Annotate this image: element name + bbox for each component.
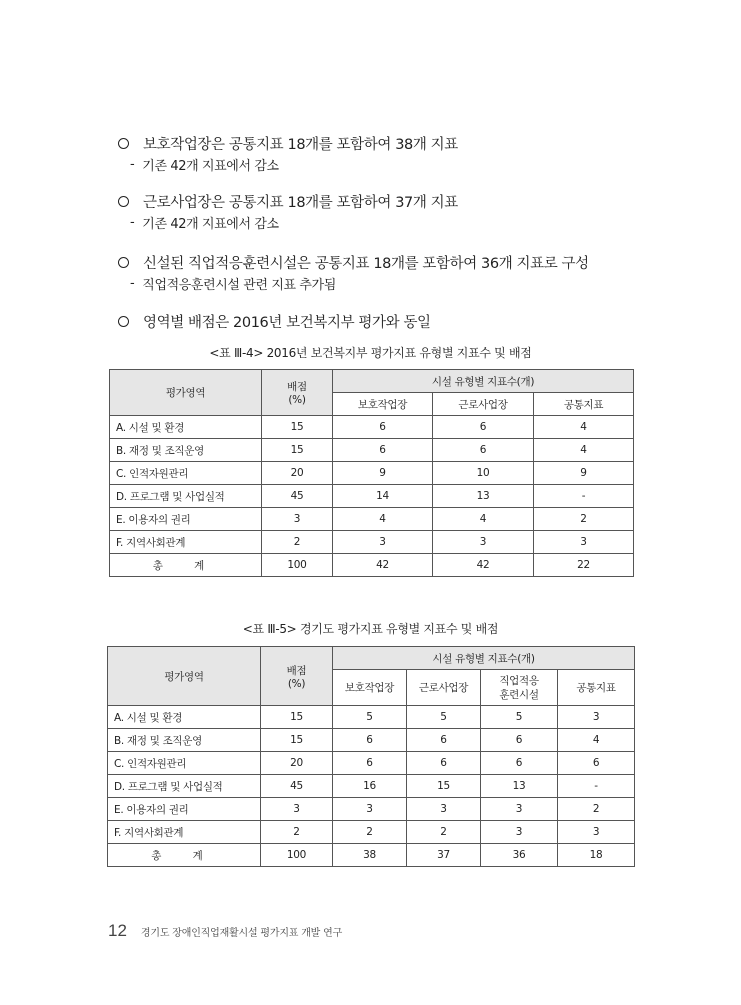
table-row <box>108 729 635 752</box>
header-col: 근로사업장 <box>407 670 481 706</box>
row-val: 2 <box>534 508 634 531</box>
bullet-text: 영역별 배점은 2016년 보건복지부 평가와 동일 <box>143 314 431 331</box>
header-area: 평가영역 <box>110 370 262 416</box>
table-row <box>110 462 634 485</box>
footer-title: 경기도 장애인직업재활시설 평가지표 개발 연구 <box>140 928 343 939</box>
row-val: 13 <box>481 775 558 798</box>
row-val: 3 <box>481 821 558 844</box>
row-val: 42 <box>433 554 534 577</box>
table-row <box>110 416 634 439</box>
total-row <box>110 554 634 577</box>
circle-bullet-icon <box>118 138 129 149</box>
row-score: 45 <box>262 485 333 508</box>
table2 <box>107 646 635 867</box>
header-col: 공통지표 <box>558 670 635 706</box>
row-val: 5 <box>333 706 407 729</box>
bullet-4 <box>118 310 431 332</box>
row-area: A. 시설 및 환경 <box>108 706 261 729</box>
header-col: 근로사업장 <box>433 393 534 416</box>
row-val: 37 <box>407 844 481 867</box>
row-val: 18 <box>558 844 635 867</box>
table-row <box>110 485 634 508</box>
row-area: D. 프로그램 및 사업실적 <box>108 775 261 798</box>
row-score: 2 <box>261 821 333 844</box>
row-val: 3 <box>558 821 635 844</box>
row-val: 3 <box>433 531 534 554</box>
sub-bullet-text: 직업적응훈련시설 관련 지표 추가됨 <box>142 277 336 293</box>
header-score: 배점 (%) <box>261 647 333 706</box>
row-score: 3 <box>262 508 333 531</box>
row-val: 6 <box>333 752 407 775</box>
row-val: 6 <box>481 729 558 752</box>
row-val: 10 <box>433 462 534 485</box>
table-row <box>110 508 634 531</box>
header-col: 직업적응 훈련시설 <box>481 670 558 706</box>
sub-bullet-text: 기존 42개 지표에서 감소 <box>142 158 279 174</box>
row-val: 6 <box>333 439 433 462</box>
header-group: 시설 유형별 지표수(개) <box>333 647 635 670</box>
row-val: 42 <box>333 554 433 577</box>
row-val: 15 <box>407 775 481 798</box>
row-area: B. 재정 및 조직운영 <box>110 439 262 462</box>
row-val: 6 <box>333 416 433 439</box>
bullet-text: 신설된 직업적응훈련시설은 공통지표 18개를 포함하여 36개 지표로 구성 <box>143 255 589 272</box>
row-score: 100 <box>262 554 333 577</box>
row-val: 2 <box>333 821 407 844</box>
row-val: 4 <box>333 508 433 531</box>
bullet-3: 신설된 직업적응훈련시설은 공통지표 18개를 포함하여 36개 지표로 구성 - 직업적응훈련시설 관련 지표 추가됨 <box>118 251 589 293</box>
circle-bullet-icon <box>118 257 129 268</box>
row-val: 6 <box>407 752 481 775</box>
header-score: 배점 (%) <box>262 370 333 416</box>
circle-bullet-icon <box>118 196 129 207</box>
row-area: A. 시설 및 환경 <box>110 416 262 439</box>
row-score: 15 <box>261 706 333 729</box>
row-score: 100 <box>261 844 333 867</box>
row-score: 45 <box>261 775 333 798</box>
table1-caption: <표 Ⅲ-4> 2016년 보건복지부 평가지표 유형별 지표수 및 배점 <box>209 346 532 360</box>
total-row <box>108 844 635 867</box>
row-area: D. 프로그램 및 사업실적 <box>110 485 262 508</box>
row-score: 15 <box>261 729 333 752</box>
bullet-1: 보호작업장은 공통지표 18개를 포함하여 38개 지표 - 기존 42개 지표에서 감소 <box>118 132 458 174</box>
row-val: 38 <box>333 844 407 867</box>
row-area: E. 이용자의 권리 <box>108 798 261 821</box>
row-score: 3 <box>261 798 333 821</box>
row-area: 총 계 <box>108 844 261 867</box>
row-score: 20 <box>262 462 333 485</box>
row-val: - <box>558 775 635 798</box>
row-val: 3 <box>333 531 433 554</box>
row-val: 6 <box>558 752 635 775</box>
row-score: 2 <box>262 531 333 554</box>
row-val: 6 <box>481 752 558 775</box>
row-val: - <box>534 485 634 508</box>
page-footer <box>108 921 342 941</box>
row-area: F. 지역사회관계 <box>110 531 262 554</box>
row-val: 2 <box>407 821 481 844</box>
header-area: 평가영역 <box>108 647 261 706</box>
bullet-2: 근로사업장은 공통지표 18개를 포함하여 37개 지표 - 기존 42개 지표에서 감소 <box>118 190 458 232</box>
row-val: 36 <box>481 844 558 867</box>
row-val: 9 <box>333 462 433 485</box>
row-val: 3 <box>333 798 407 821</box>
row-score: 15 <box>262 416 333 439</box>
row-val: 3 <box>407 798 481 821</box>
row-val: 3 <box>481 798 558 821</box>
bullet-text: 보호작업장은 공통지표 18개를 포함하여 38개 지표 <box>143 136 458 153</box>
row-val: 13 <box>433 485 534 508</box>
bullet-text: 근로사업장은 공통지표 18개를 포함하여 37개 지표 <box>143 194 458 211</box>
row-val: 6 <box>333 729 407 752</box>
table-row <box>108 752 635 775</box>
row-val: 4 <box>433 508 534 531</box>
row-val: 3 <box>558 706 635 729</box>
row-val: 4 <box>558 729 635 752</box>
sub-bullet-text: 기존 42개 지표에서 감소 <box>142 216 279 232</box>
table-row <box>110 439 634 462</box>
table-row <box>108 798 635 821</box>
row-area: E. 이용자의 권리 <box>110 508 262 531</box>
header-col: 공통지표 <box>534 393 634 416</box>
row-area: C. 인적자원관리 <box>110 462 262 485</box>
header-col: 보호작업장 <box>333 670 407 706</box>
table-row <box>108 706 635 729</box>
row-score: 15 <box>262 439 333 462</box>
row-val: 3 <box>534 531 634 554</box>
header-col: 보호작업장 <box>333 393 433 416</box>
row-val: 5 <box>481 706 558 729</box>
row-val: 14 <box>333 485 433 508</box>
row-val: 6 <box>433 439 534 462</box>
row-val: 4 <box>534 416 634 439</box>
row-area: C. 인적자원관리 <box>108 752 261 775</box>
table-row <box>108 821 635 844</box>
page-number: 12 <box>108 921 127 940</box>
table2-caption: <표 Ⅲ-5> 경기도 평가지표 유형별 지표수 및 배점 <box>242 622 499 636</box>
table-row <box>110 531 634 554</box>
row-val: 16 <box>333 775 407 798</box>
row-area: F. 지역사회관계 <box>108 821 261 844</box>
row-val: 5 <box>407 706 481 729</box>
table-row <box>108 775 635 798</box>
row-area: 총 계 <box>110 554 262 577</box>
row-area: B. 재정 및 조직운영 <box>108 729 261 752</box>
row-val: 2 <box>558 798 635 821</box>
row-val: 9 <box>534 462 634 485</box>
row-score: 20 <box>261 752 333 775</box>
row-val: 6 <box>407 729 481 752</box>
row-val: 6 <box>433 416 534 439</box>
table1 <box>109 369 634 577</box>
row-val: 22 <box>534 554 634 577</box>
row-val: 4 <box>534 439 634 462</box>
header-group: 시설 유형별 지표수(개) <box>333 370 634 393</box>
circle-bullet-icon <box>118 316 129 327</box>
